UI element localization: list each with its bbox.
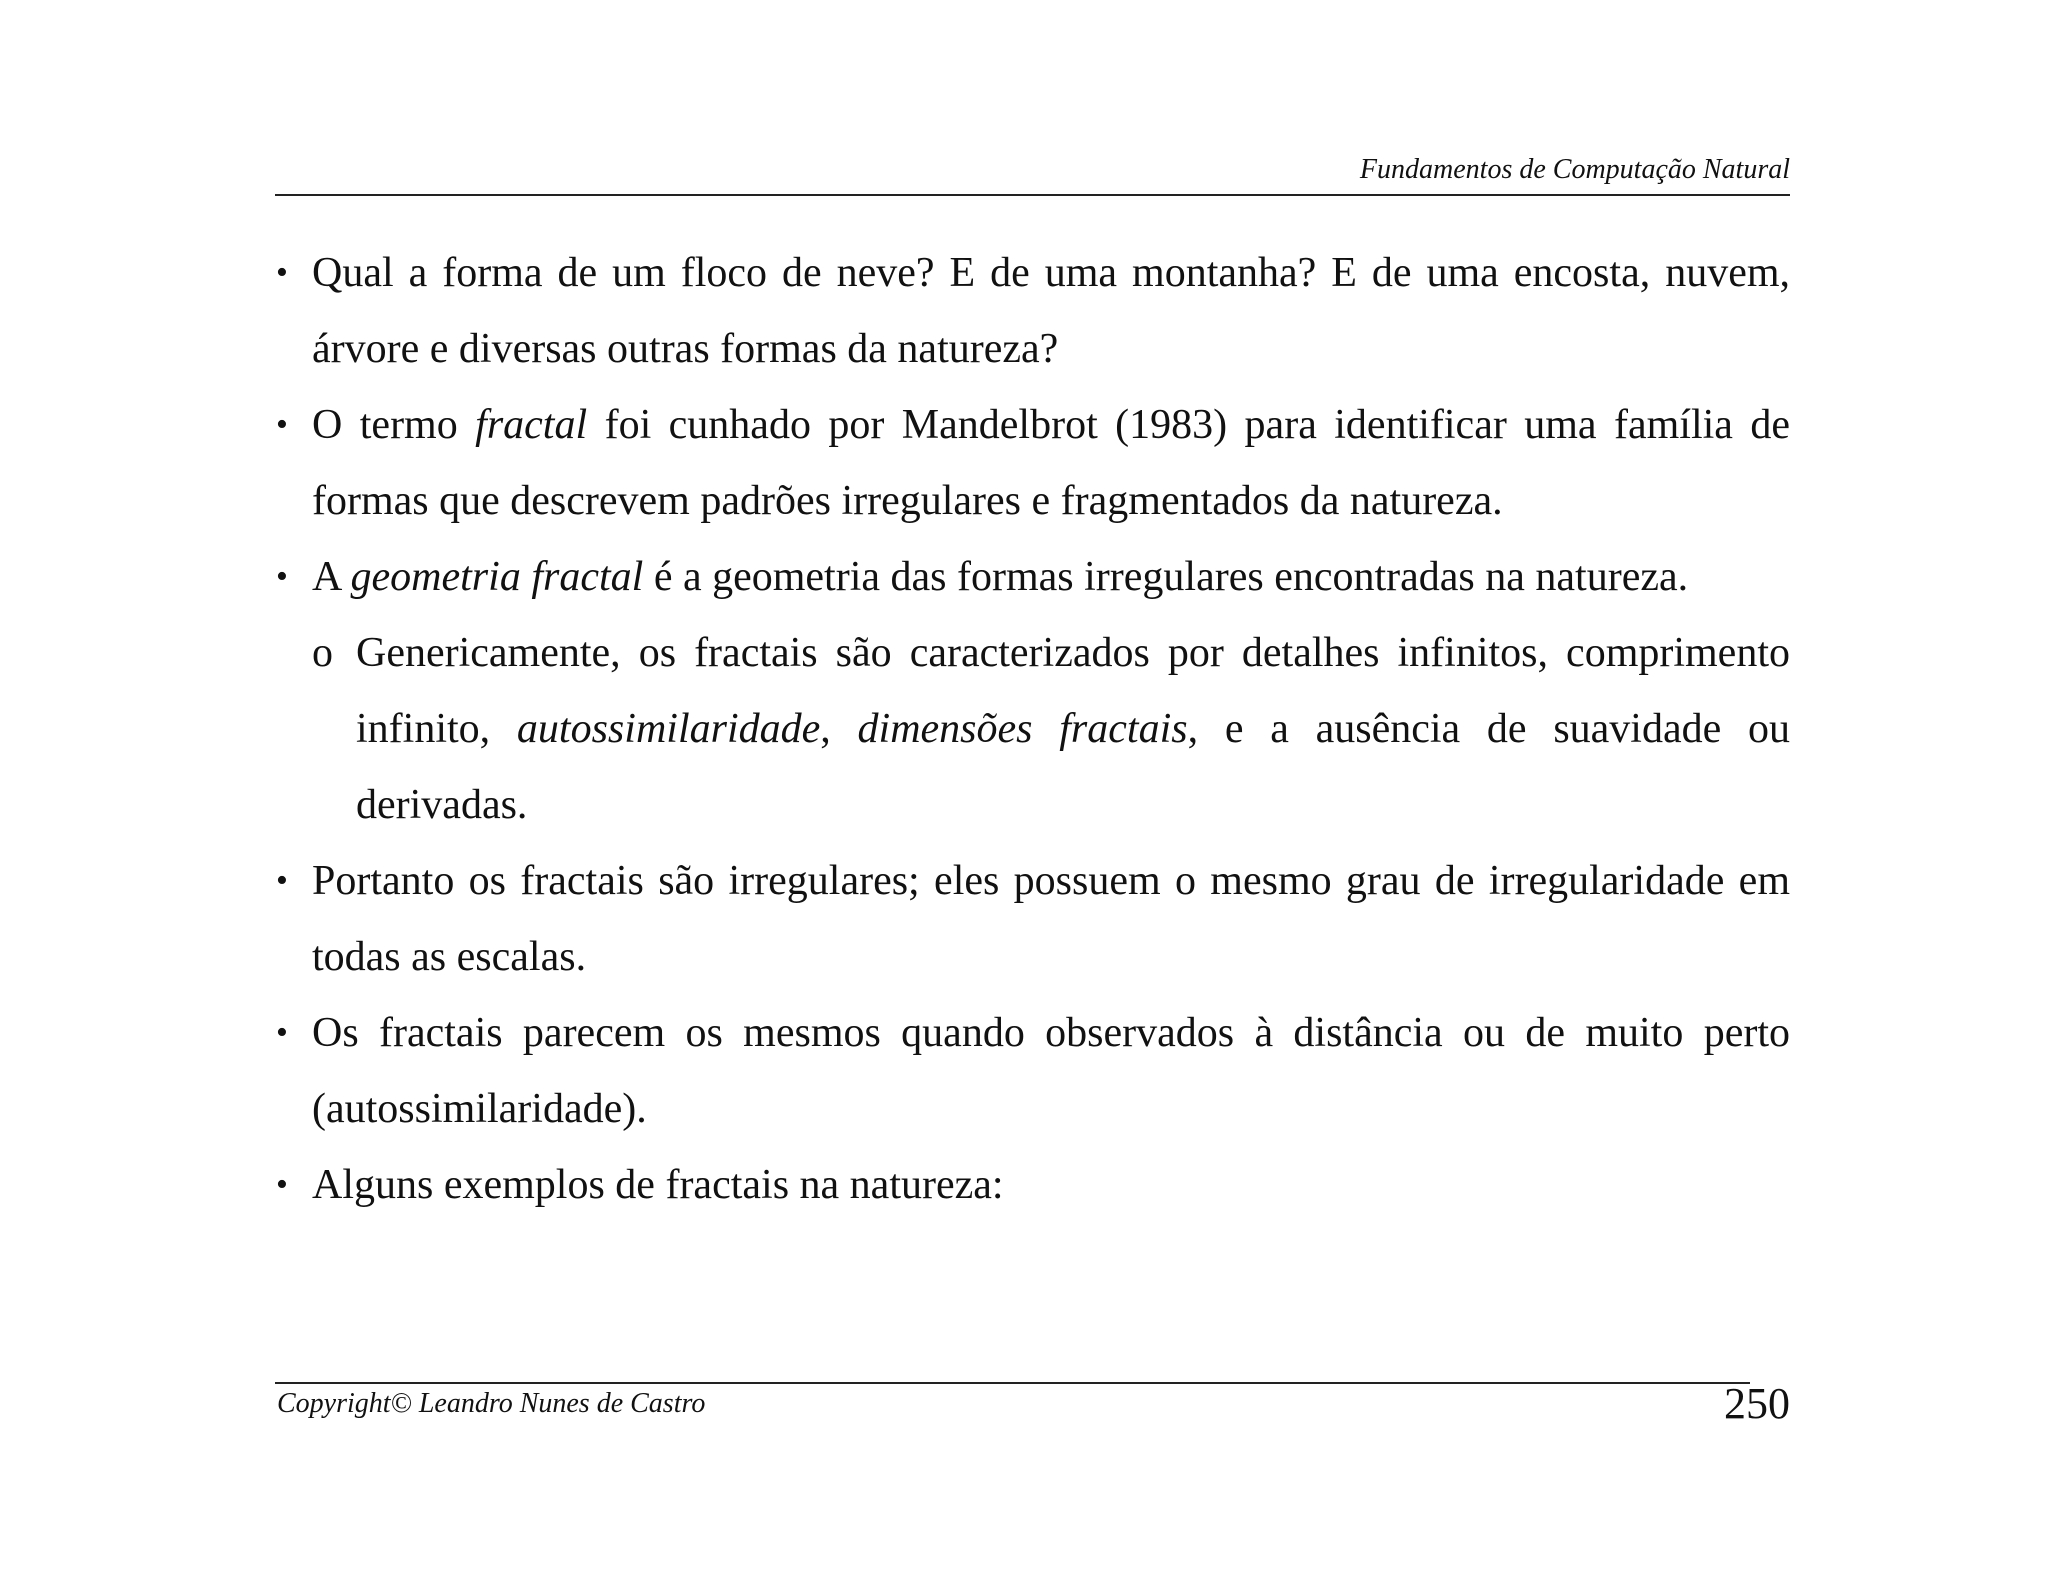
- bullet-item-5: [272, 995, 1790, 1147]
- sub-bullet-text-c: , e a ausência de suavidade ou derivadas.: [356, 706, 1791, 828]
- bullet-dot-icon: •: [276, 558, 288, 595]
- bullet-dot-icon: •: [276, 1166, 288, 1203]
- bullet-3-text-a: A: [312, 554, 351, 600]
- bullet-dot-icon: •: [276, 862, 288, 899]
- sub-bullet-text-a: Genericamente, os fractais são caracterizados por detalhes infinitos, comprimento infinito,: [356, 630, 1790, 752]
- bullet-item-4: [272, 843, 1790, 995]
- term-autossimilaridade: autossimilaridade: [516, 706, 821, 752]
- bullet-6-text: Alguns exemplos de fractais na natureza:: [312, 1162, 1004, 1208]
- term-dimensoes-fractais: dimensões fractais: [857, 706, 1188, 752]
- bullet-item-2: [272, 387, 1790, 539]
- bullet-2-text-b: foi cunhado por Mandelbrot (1983) para identificar uma família de formas que descrevem padrões irregulares e fragmentados da natureza.: [312, 402, 1791, 524]
- bullet-2-text-a: O termo: [312, 402, 476, 448]
- bullet-item-6: [272, 1147, 1790, 1223]
- bullet-4-text: Portanto os fractais são irregulares; eles possuem o mesmo grau de irregularidade em todas as escalas.: [312, 858, 1790, 980]
- bullet-dot-icon: •: [276, 406, 288, 443]
- footer-rule: [275, 1382, 1750, 1384]
- footer-copyright: Copyright© Leandro Nunes de Castro: [277, 1388, 706, 1419]
- bullet-dot-icon: •: [276, 1014, 288, 1051]
- running-header-title: Fundamentos de Computação Natural: [1359, 154, 1790, 185]
- page-number: 250: [1724, 1379, 1790, 1428]
- header-rule: [275, 194, 1790, 196]
- bullet-item-1: [272, 235, 1790, 387]
- term-geometria-fractal: geometria fractal: [350, 554, 644, 600]
- bullet-1-text: Qual a forma de um floco de neve? E de uma montanha? E de uma encosta, nuvem, árvore e diversas outras formas da natureza?: [312, 250, 1790, 372]
- page-body: [272, 235, 1790, 1223]
- term-fractal: fractal: [475, 402, 588, 448]
- circle-bullet-icon: o: [312, 630, 333, 676]
- bullet-3-text-b: é a geometria das formas irregulares encontradas na natureza.: [643, 554, 1689, 600]
- bullet-item-3: [272, 539, 1790, 615]
- sub-bullet-item-1: [272, 615, 1790, 843]
- bullet-5-text: Os fractais parecem os mesmos quando observados à distância ou de muito perto (autossimilaridade).: [312, 1010, 1790, 1132]
- bullet-dot-icon: •: [276, 254, 288, 291]
- sub-bullet-text-b: ,: [820, 706, 858, 752]
